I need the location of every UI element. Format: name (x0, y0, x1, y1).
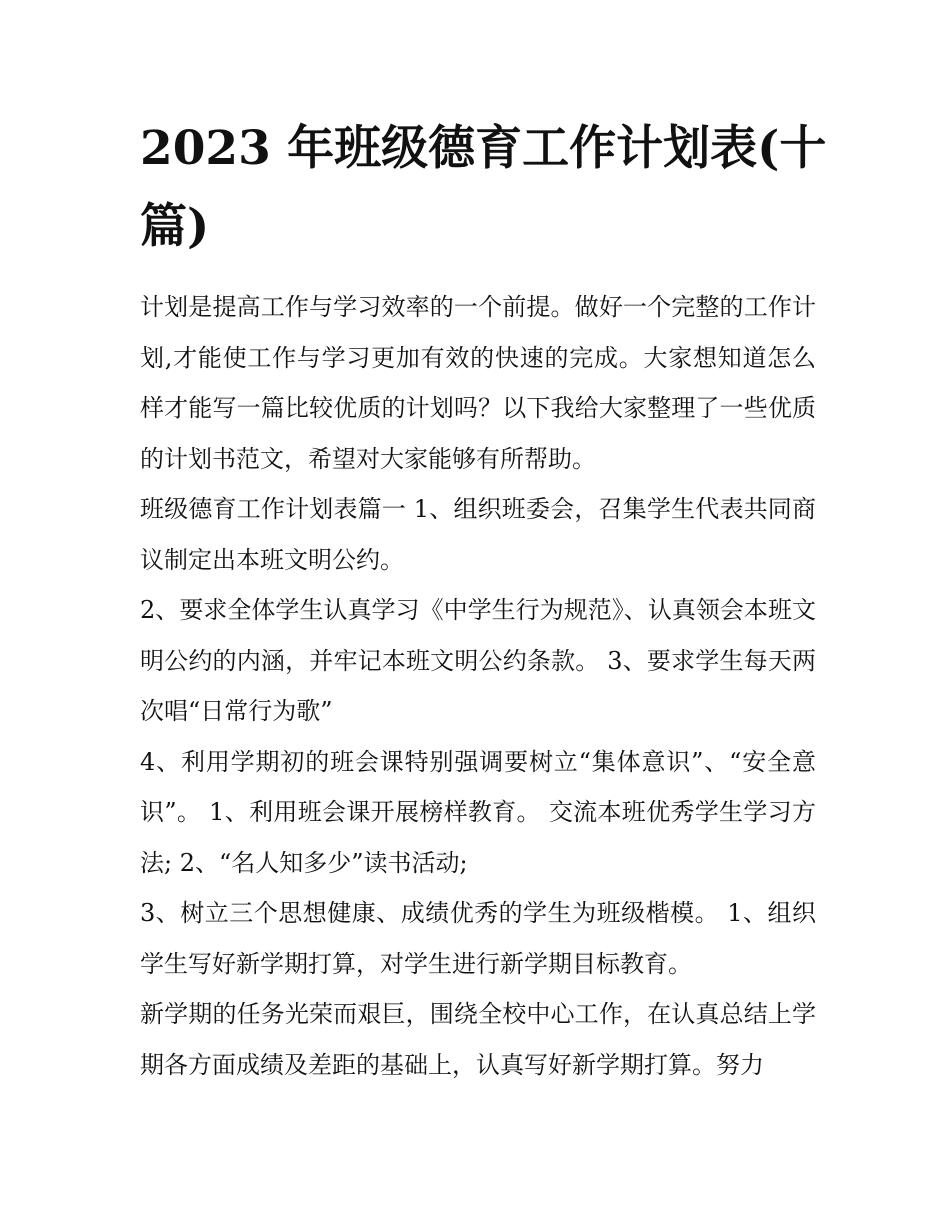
document-title: 2023 年班级德育工作计划表(十篇) (140, 121, 827, 254)
document-body (140, 282, 816, 1090)
paragraph-4: 3、树立三个思想健康、成绩优秀的学生为班级楷模。 1、组织学生写好新学期打算，对学生进行新学期目标教育。 (140, 899, 816, 978)
paragraph-5: 新学期的任务光荣而艰巨，围绕全校中心工作，在认真总结上学期各方面成绩及差距的基础上，认真写好新学期打算。努力 (140, 1000, 816, 1079)
paragraph-intro: 计划是提高工作与学习效率的一个前提。做好一个完整的工作计划,才能使工作与学习更加有效的快速的完成。大家想知道怎么样才能写一篇比较优质的计划吗？以下我给大家整理了一些优质的计划书范文，希望对大家能够有所帮助。 (140, 293, 816, 473)
paragraph-3: 4、利用学期初的班会课特别强调要树立“集体意识”、“安全意识”。 1、利用班会课开展榜样教育。 交流本班优秀学生学习方法; 2、“名人知多少”读书活动; (140, 747, 816, 877)
paragraph-1: 班级德育工作计划表篇一 1、组织班委会，召集学生代表共同商议制定出本班文明公约。 (140, 495, 816, 574)
paragraph-2: 2、要求全体学生认真学习《中学生行为规范》、认真领会本班文明公约的内涵，并牢记本班文明公约条款。 3、要求学生每天两次唱“日常行为歌” (140, 596, 816, 725)
